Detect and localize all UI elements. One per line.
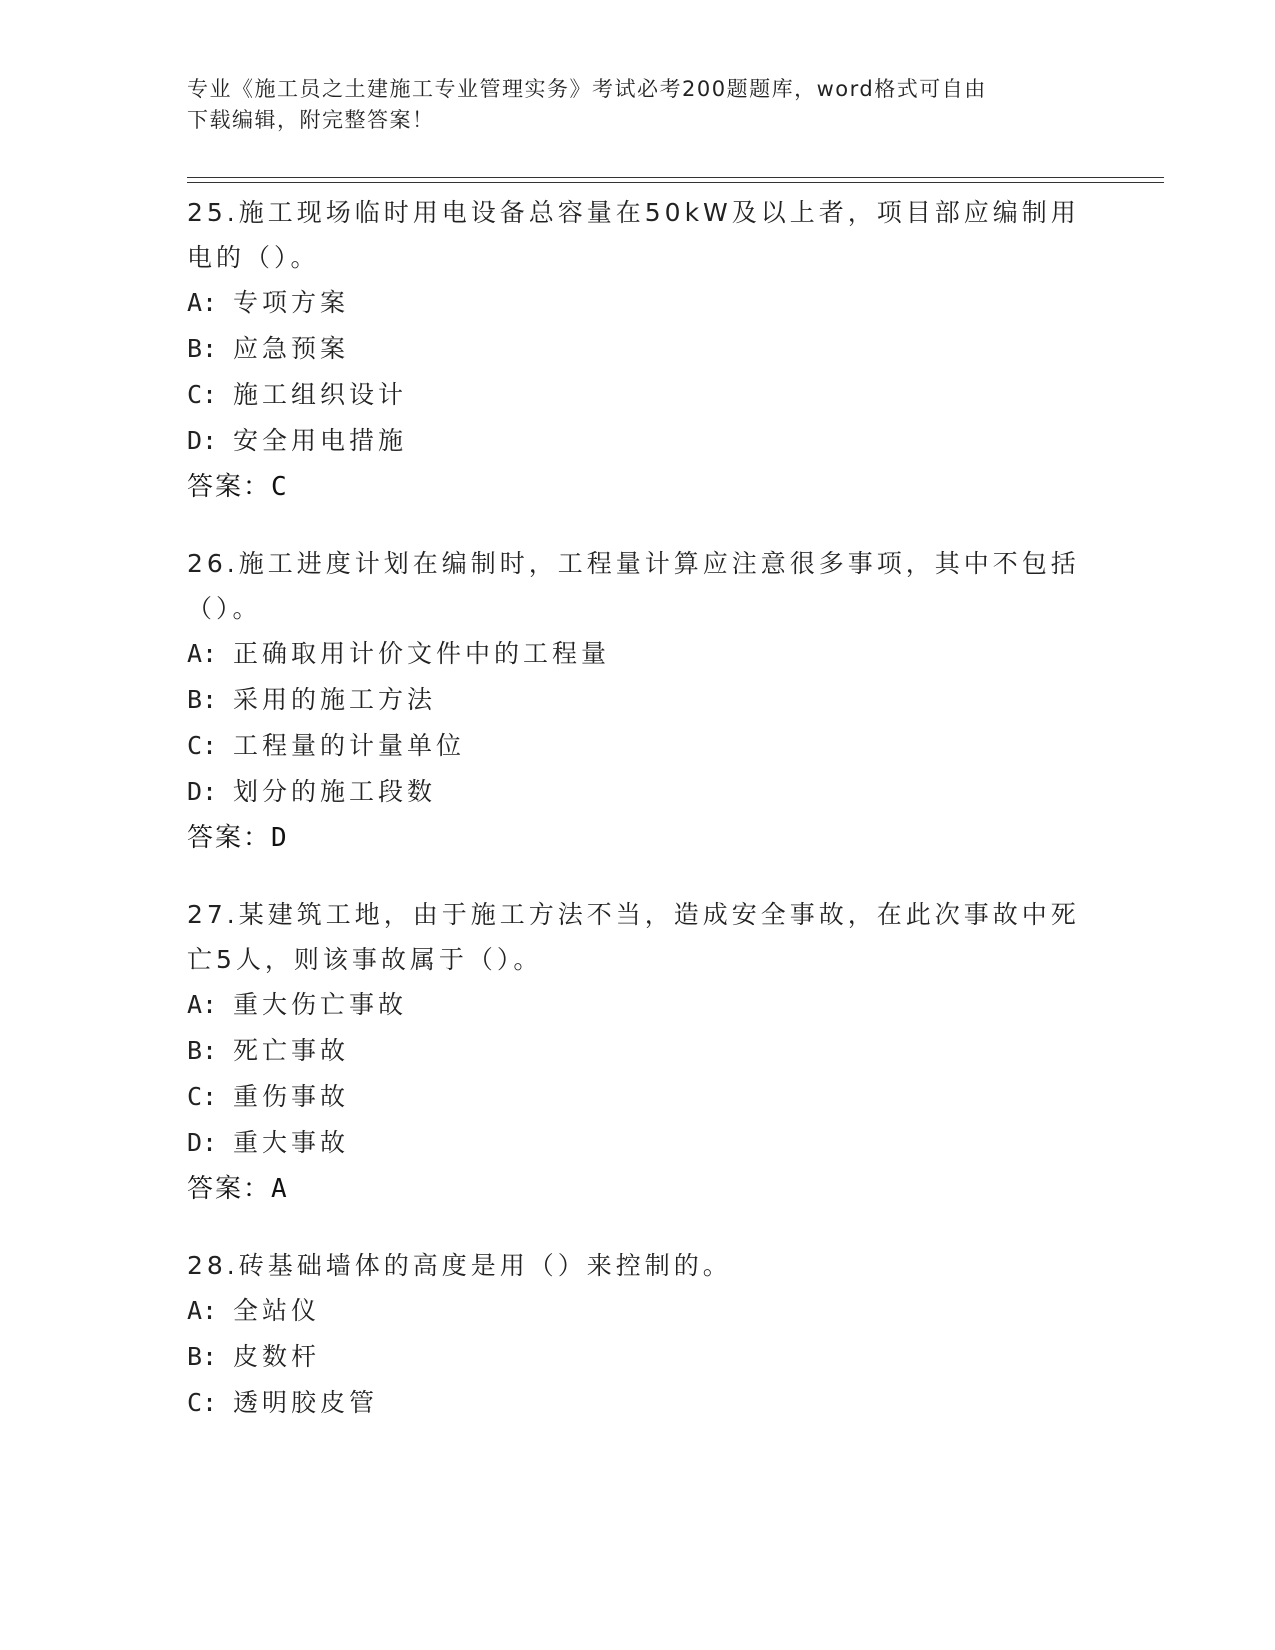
option-letter: D: (187, 1128, 218, 1157)
option-a (187, 631, 1087, 677)
option-text: 皮数杆 (233, 1342, 321, 1371)
option-d (187, 1120, 1087, 1166)
option-text: 工程量的计量单位 (233, 731, 466, 760)
option-text: 专项方案 (233, 288, 350, 317)
option-letter: C: (187, 731, 218, 760)
option-c (187, 1074, 1087, 1120)
option-b (187, 677, 1087, 723)
answer-line (187, 815, 1087, 861)
option-b (187, 326, 1087, 372)
answer-label: 答案： (187, 472, 272, 502)
option-letter: A: (187, 639, 218, 668)
option-text: 重大伤亡事故 (233, 990, 408, 1019)
question-list (187, 190, 1087, 1457)
document-header (187, 74, 1087, 136)
option-a (187, 280, 1087, 326)
option-text: 全站仪 (233, 1296, 321, 1325)
option-a (187, 1288, 1087, 1334)
option-letter: C: (187, 1388, 218, 1417)
question-stem: 26.施工进度计划在编制时，工程量计算应注意很多事项，其中不包括（）。 (187, 549, 1080, 623)
option-d (187, 418, 1087, 464)
question-26 (187, 541, 1087, 861)
answer-label: 答案： (187, 823, 272, 853)
answer-label: 答案： (187, 1174, 272, 1204)
option-letter: B: (187, 1342, 218, 1371)
header-line-2: 下载编辑，附完整答案！ (187, 108, 435, 132)
option-c (187, 723, 1087, 769)
option-d (187, 769, 1087, 815)
question-stem: 27.某建筑工地，由于施工方法不当，造成安全事故，在此次事故中死亡5人，则该事故属于（）。 (187, 900, 1080, 974)
option-a (187, 982, 1087, 1028)
option-letter: A: (187, 990, 218, 1019)
option-letter: B: (187, 1036, 218, 1065)
answer-line (187, 1166, 1087, 1212)
answer-value: A (271, 1174, 289, 1204)
option-text: 透明胶皮管 (233, 1388, 379, 1417)
option-c (187, 372, 1087, 418)
option-text: 采用的施工方法 (233, 685, 437, 714)
answer-value: D (271, 823, 289, 853)
option-text: 划分的施工段数 (233, 777, 437, 806)
option-b (187, 1028, 1087, 1074)
option-letter: B: (187, 334, 218, 363)
question-27 (187, 892, 1087, 1212)
question-25 (187, 190, 1087, 510)
option-text: 正确取用计价文件中的工程量 (233, 639, 611, 668)
option-letter: C: (187, 1082, 218, 1111)
option-letter: D: (187, 777, 218, 806)
option-b (187, 1334, 1087, 1380)
option-text: 死亡事故 (233, 1036, 350, 1065)
option-letter: A: (187, 1296, 218, 1325)
option-letter: A: (187, 288, 218, 317)
option-letter: D: (187, 426, 218, 455)
option-letter: C: (187, 380, 218, 409)
header-line-1: 专业《施工员之土建施工专业管理实务》考试必考200题题库，word格式可自由 (187, 77, 987, 101)
header-divider-bottom (187, 182, 1164, 183)
question-stem: 25.施工现场临时用电设备总容量在50kW及以上者，项目部应编制用电的（）。 (187, 198, 1080, 272)
answer-value: C (271, 472, 289, 502)
option-text: 重伤事故 (233, 1082, 350, 1111)
option-text: 重大事故 (233, 1128, 350, 1157)
option-text: 应急预案 (233, 334, 350, 363)
option-text: 施工组织设计 (233, 380, 408, 409)
option-letter: B: (187, 685, 218, 714)
question-28 (187, 1243, 1087, 1426)
header-divider-top (187, 177, 1164, 178)
option-text: 安全用电措施 (233, 426, 408, 455)
option-c (187, 1380, 1087, 1426)
question-stem: 28.砖基础墙体的高度是用（）来控制的。 (187, 1251, 732, 1280)
answer-line (187, 464, 1087, 510)
